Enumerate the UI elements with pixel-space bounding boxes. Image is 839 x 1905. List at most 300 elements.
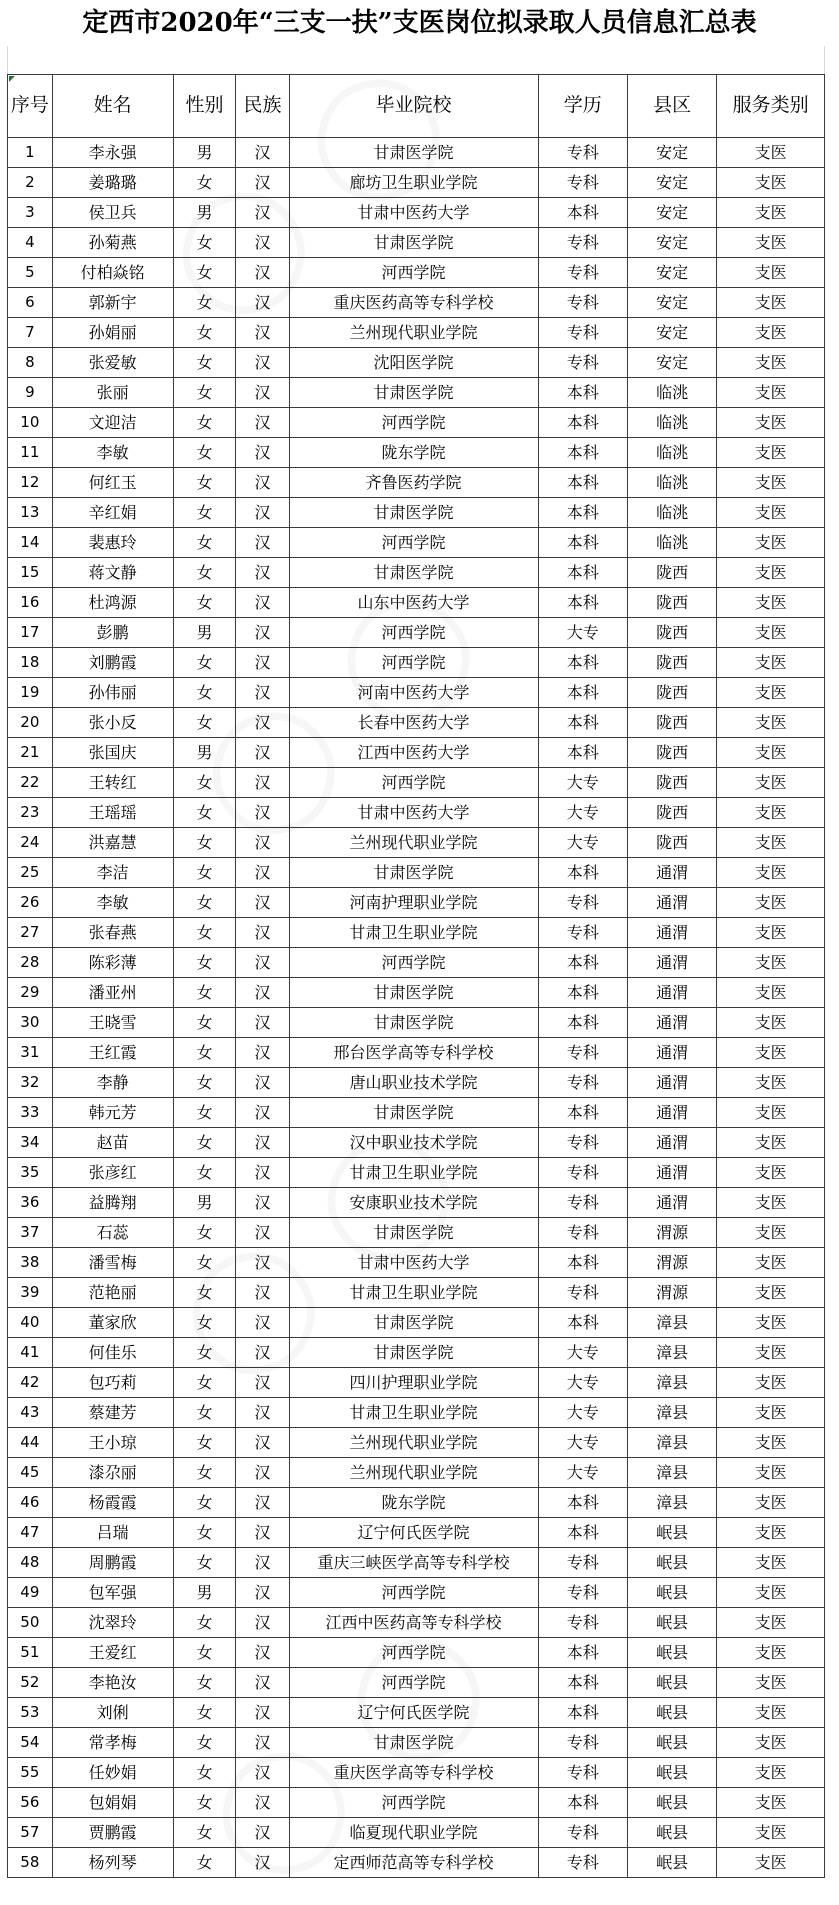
cell-ethnicity: 汉 <box>236 798 289 828</box>
cell-gender: 女 <box>173 1758 236 1788</box>
cell-gender: 女 <box>173 1008 236 1038</box>
cell-ethnicity: 汉 <box>236 1818 289 1848</box>
col-header-index: 序号 <box>8 75 53 138</box>
cell-education: 专科 <box>538 138 627 168</box>
table-row <box>8 1368 825 1398</box>
cell-name: 张小反 <box>52 708 173 738</box>
cell-education: 大专 <box>538 1458 627 1488</box>
cell-education: 大专 <box>538 798 627 828</box>
cell-service-type: 支医 <box>717 1698 825 1728</box>
cell-school: 河西学院 <box>289 1788 538 1818</box>
cell-index: 40 <box>8 1308 53 1338</box>
table-row <box>8 168 825 198</box>
cell-education: 本科 <box>538 708 627 738</box>
cell-ethnicity: 汉 <box>236 1038 289 1068</box>
cell-ethnicity: 汉 <box>236 1068 289 1098</box>
cell-education: 本科 <box>538 1788 627 1818</box>
cell-county: 陇西 <box>627 738 716 768</box>
cell-index: 34 <box>8 1128 53 1158</box>
cell-index: 16 <box>8 588 53 618</box>
col-header-county: 县区 <box>627 75 716 138</box>
table-row <box>8 258 825 288</box>
cell-name: 蒋文静 <box>52 558 173 588</box>
cell-ethnicity: 汉 <box>236 1758 289 1788</box>
cell-index: 50 <box>8 1608 53 1638</box>
table-row <box>8 408 825 438</box>
table-row <box>8 198 825 228</box>
cell-ethnicity: 汉 <box>236 528 289 558</box>
cell-name: 漆尕丽 <box>52 1458 173 1488</box>
table-row <box>8 228 825 258</box>
cell-education: 本科 <box>538 648 627 678</box>
table-header-row <box>8 75 825 138</box>
cell-service-type: 支医 <box>717 948 825 978</box>
cell-name: 刘鹏霞 <box>52 648 173 678</box>
cell-name: 张彦红 <box>52 1158 173 1188</box>
cell-ethnicity: 汉 <box>236 828 289 858</box>
cell-service-type: 支医 <box>717 1578 825 1608</box>
cell-school: 江西中医药大学 <box>289 738 538 768</box>
cell-gender: 女 <box>173 1128 236 1158</box>
cell-gender: 男 <box>173 738 236 768</box>
cell-school: 河西学院 <box>289 408 538 438</box>
cell-gender: 女 <box>173 1368 236 1398</box>
cell-school: 山东中医药大学 <box>289 588 538 618</box>
cell-index: 15 <box>8 558 53 588</box>
cell-service-type: 支医 <box>717 1728 825 1758</box>
cell-education: 专科 <box>538 288 627 318</box>
cell-school: 甘肃医学院 <box>289 1728 538 1758</box>
cell-school: 甘肃卫生职业学院 <box>289 1158 538 1188</box>
cell-ethnicity: 汉 <box>236 948 289 978</box>
cell-service-type: 支医 <box>717 1188 825 1218</box>
cell-index: 7 <box>8 318 53 348</box>
cell-name: 益腾翔 <box>52 1188 173 1218</box>
cell-ethnicity: 汉 <box>236 768 289 798</box>
cell-education: 本科 <box>538 1308 627 1338</box>
cell-education: 专科 <box>538 1608 627 1638</box>
cell-ethnicity: 汉 <box>236 1728 289 1758</box>
cell-school: 甘肃医学院 <box>289 1008 538 1038</box>
cell-county: 岷县 <box>627 1638 716 1668</box>
cell-service-type: 支医 <box>717 1608 825 1638</box>
cell-name: 刘俐 <box>52 1698 173 1728</box>
cell-service-type: 支医 <box>717 1758 825 1788</box>
cell-school: 河西学院 <box>289 648 538 678</box>
cell-index: 24 <box>8 828 53 858</box>
cell-school: 甘肃卫生职业学院 <box>289 1398 538 1428</box>
cell-education: 大专 <box>538 1368 627 1398</box>
col-header-gender: 性别 <box>173 75 236 138</box>
cell-index: 55 <box>8 1758 53 1788</box>
table-row <box>8 798 825 828</box>
cell-name: 张春燕 <box>52 918 173 948</box>
cell-service-type: 支医 <box>717 228 825 258</box>
cell-education: 本科 <box>538 1698 627 1728</box>
cell-service-type: 支医 <box>717 1488 825 1518</box>
cell-service-type: 支医 <box>717 978 825 1008</box>
cell-gender: 女 <box>173 1158 236 1188</box>
cell-county: 临洮 <box>627 408 716 438</box>
cell-school: 甘肃医学院 <box>289 1098 538 1128</box>
cell-school: 辽宁何氏医学院 <box>289 1518 538 1548</box>
cell-gender: 女 <box>173 1278 236 1308</box>
cell-name: 石蕊 <box>52 1218 173 1248</box>
cell-service-type: 支医 <box>717 378 825 408</box>
cell-ethnicity: 汉 <box>236 1698 289 1728</box>
cell-service-type: 支医 <box>717 1368 825 1398</box>
cell-service-type: 支医 <box>717 1308 825 1338</box>
cell-index: 28 <box>8 948 53 978</box>
cell-ethnicity: 汉 <box>236 738 289 768</box>
cell-index: 20 <box>8 708 53 738</box>
cell-school: 河西学院 <box>289 948 538 978</box>
cell-service-type: 支医 <box>717 1008 825 1038</box>
cell-index: 26 <box>8 888 53 918</box>
cell-gender: 女 <box>173 438 236 468</box>
cell-school: 陇东学院 <box>289 438 538 468</box>
cell-ethnicity: 汉 <box>236 1008 289 1038</box>
cell-county: 岷县 <box>627 1848 716 1878</box>
cell-county: 陇西 <box>627 798 716 828</box>
cell-education: 本科 <box>538 438 627 468</box>
cell-education: 本科 <box>538 678 627 708</box>
table-row <box>8 1398 825 1428</box>
cell-education: 本科 <box>538 978 627 1008</box>
cell-gender: 女 <box>173 1428 236 1458</box>
cell-name: 王晓雪 <box>52 1008 173 1038</box>
cell-name: 任妙娟 <box>52 1758 173 1788</box>
cell-school: 河西学院 <box>289 1638 538 1668</box>
cell-index: 46 <box>8 1488 53 1518</box>
cell-service-type: 支医 <box>717 828 825 858</box>
cell-county: 岷县 <box>627 1818 716 1848</box>
cell-school: 齐鲁医药学院 <box>289 468 538 498</box>
cell-school: 河南护理职业学院 <box>289 888 538 918</box>
cell-county: 安定 <box>627 318 716 348</box>
cell-service-type: 支医 <box>717 738 825 768</box>
cell-county: 漳县 <box>627 1368 716 1398</box>
cell-index: 8 <box>8 348 53 378</box>
cell-county: 临洮 <box>627 528 716 558</box>
cell-gender: 女 <box>173 528 236 558</box>
cell-county: 安定 <box>627 168 716 198</box>
cell-school: 甘肃医学院 <box>289 1338 538 1368</box>
cell-index: 49 <box>8 1578 53 1608</box>
cell-county: 岷县 <box>627 1548 716 1578</box>
cell-gender: 女 <box>173 168 236 198</box>
cell-service-type: 支医 <box>717 528 825 558</box>
cell-ethnicity: 汉 <box>236 1428 289 1458</box>
roster-table <box>7 74 825 1878</box>
table-row <box>8 708 825 738</box>
cell-education: 本科 <box>538 1248 627 1278</box>
cell-county: 通渭 <box>627 1038 716 1068</box>
cell-ethnicity: 汉 <box>236 498 289 528</box>
cell-index: 58 <box>8 1848 53 1878</box>
cell-county: 岷县 <box>627 1788 716 1818</box>
cell-ethnicity: 汉 <box>236 1098 289 1128</box>
cell-ethnicity: 汉 <box>236 1638 289 1668</box>
cell-school: 甘肃医学院 <box>289 1308 538 1338</box>
cell-ethnicity: 汉 <box>236 978 289 1008</box>
cell-education: 大专 <box>538 618 627 648</box>
cell-index: 30 <box>8 1008 53 1038</box>
cell-gender: 女 <box>173 888 236 918</box>
cell-school: 汉中职业技术学院 <box>289 1128 538 1158</box>
cell-county: 临洮 <box>627 438 716 468</box>
table-row <box>8 1158 825 1188</box>
cell-school: 甘肃中医药大学 <box>289 798 538 828</box>
cell-index: 51 <box>8 1638 53 1668</box>
table-row <box>8 528 825 558</box>
cell-county: 通渭 <box>627 978 716 1008</box>
cell-service-type: 支医 <box>717 168 825 198</box>
cell-service-type: 支医 <box>717 468 825 498</box>
cell-school: 甘肃医学院 <box>289 558 538 588</box>
cell-county: 陇西 <box>627 618 716 648</box>
cell-name: 张国庆 <box>52 738 173 768</box>
cell-school: 安康职业技术学院 <box>289 1188 538 1218</box>
cell-school: 四川护理职业学院 <box>289 1368 538 1398</box>
cell-gender: 男 <box>173 618 236 648</box>
cell-name: 包巧莉 <box>52 1368 173 1398</box>
cell-gender: 女 <box>173 1848 236 1878</box>
cell-school: 河西学院 <box>289 618 538 648</box>
cell-name: 李艳汝 <box>52 1668 173 1698</box>
cell-school: 兰州现代职业学院 <box>289 828 538 858</box>
cell-service-type: 支医 <box>717 918 825 948</box>
cell-gender: 女 <box>173 708 236 738</box>
table-row <box>8 1218 825 1248</box>
cell-service-type: 支医 <box>717 1638 825 1668</box>
cell-name: 王红霞 <box>52 1038 173 1068</box>
cell-education: 专科 <box>538 1038 627 1068</box>
cell-gender: 女 <box>173 318 236 348</box>
cell-name: 杨霞霞 <box>52 1488 173 1518</box>
cell-index: 6 <box>8 288 53 318</box>
cell-school: 甘肃医学院 <box>289 1218 538 1248</box>
cell-index: 57 <box>8 1818 53 1848</box>
cell-county: 陇西 <box>627 588 716 618</box>
cell-education: 专科 <box>538 918 627 948</box>
cell-county: 岷县 <box>627 1578 716 1608</box>
table-row <box>8 318 825 348</box>
cell-ethnicity: 汉 <box>236 378 289 408</box>
cell-service-type: 支医 <box>717 588 825 618</box>
cell-education: 专科 <box>538 1128 627 1158</box>
cell-education: 专科 <box>538 1728 627 1758</box>
cell-ethnicity: 汉 <box>236 1128 289 1158</box>
cell-county: 渭源 <box>627 1248 716 1278</box>
cell-county: 漳县 <box>627 1488 716 1518</box>
cell-county: 岷县 <box>627 1518 716 1548</box>
cell-gender: 女 <box>173 498 236 528</box>
cell-education: 专科 <box>538 888 627 918</box>
cell-school: 甘肃医学院 <box>289 138 538 168</box>
cell-education: 专科 <box>538 258 627 288</box>
cell-school: 河西学院 <box>289 528 538 558</box>
cell-school: 河西学院 <box>289 768 538 798</box>
cell-service-type: 支医 <box>717 1098 825 1128</box>
cell-name: 侯卫兵 <box>52 198 173 228</box>
table-row <box>8 1068 825 1098</box>
cell-service-type: 支医 <box>717 498 825 528</box>
cell-name: 李静 <box>52 1068 173 1098</box>
cell-index: 42 <box>8 1368 53 1398</box>
cell-school: 甘肃医学院 <box>289 378 538 408</box>
cell-index: 3 <box>8 198 53 228</box>
cell-county: 通渭 <box>627 1008 716 1038</box>
cell-education: 本科 <box>538 528 627 558</box>
cell-gender: 女 <box>173 1308 236 1338</box>
cell-school: 兰州现代职业学院 <box>289 1428 538 1458</box>
cell-gender: 女 <box>173 1458 236 1488</box>
cell-county: 渭源 <box>627 1278 716 1308</box>
table-row <box>8 768 825 798</box>
cell-name: 李永强 <box>52 138 173 168</box>
cell-service-type: 支医 <box>717 1668 825 1698</box>
cell-school: 河西学院 <box>289 1668 538 1698</box>
table-row <box>8 498 825 528</box>
cell-name: 何红玉 <box>52 468 173 498</box>
cell-name: 孙伟丽 <box>52 678 173 708</box>
cell-service-type: 支医 <box>717 138 825 168</box>
cell-gender: 女 <box>173 1518 236 1548</box>
cell-school: 甘肃卫生职业学院 <box>289 1278 538 1308</box>
cell-education: 专科 <box>538 1068 627 1098</box>
table-row <box>8 1758 825 1788</box>
cell-ethnicity: 汉 <box>236 138 289 168</box>
cell-county: 陇西 <box>627 558 716 588</box>
cell-county: 陇西 <box>627 678 716 708</box>
cell-education: 本科 <box>538 1488 627 1518</box>
cell-service-type: 支医 <box>717 1848 825 1878</box>
cell-name: 蔡建芳 <box>52 1398 173 1428</box>
table-row <box>8 888 825 918</box>
cell-county: 安定 <box>627 138 716 168</box>
cell-gender: 女 <box>173 348 236 378</box>
cell-service-type: 支医 <box>717 1788 825 1818</box>
cell-county: 渭源 <box>627 1218 716 1248</box>
cell-index: 53 <box>8 1698 53 1728</box>
cell-gender: 女 <box>173 768 236 798</box>
cell-education: 本科 <box>538 948 627 978</box>
cell-ethnicity: 汉 <box>236 348 289 378</box>
cell-ethnicity: 汉 <box>236 918 289 948</box>
cell-service-type: 支医 <box>717 1278 825 1308</box>
table-row <box>8 918 825 948</box>
cell-name: 裴惠玲 <box>52 528 173 558</box>
cell-education: 专科 <box>538 1818 627 1848</box>
cell-gender: 女 <box>173 978 236 1008</box>
cell-education: 本科 <box>538 378 627 408</box>
cell-school: 唐山职业技术学院 <box>289 1068 538 1098</box>
cell-index: 14 <box>8 528 53 558</box>
cell-education: 本科 <box>538 1518 627 1548</box>
table-row <box>8 1428 825 1458</box>
cell-education: 本科 <box>538 558 627 588</box>
cell-name: 李敏 <box>52 438 173 468</box>
cell-index: 17 <box>8 618 53 648</box>
cell-school: 重庆三峡医学高等专科学校 <box>289 1548 538 1578</box>
cell-name: 郭新宇 <box>52 288 173 318</box>
table-row <box>8 1098 825 1128</box>
cell-ethnicity: 汉 <box>236 288 289 318</box>
cell-service-type: 支医 <box>717 1068 825 1098</box>
cell-school: 河西学院 <box>289 258 538 288</box>
cell-ethnicity: 汉 <box>236 888 289 918</box>
cell-gender: 女 <box>173 1068 236 1098</box>
cell-education: 大专 <box>538 768 627 798</box>
cell-name: 文迎洁 <box>52 408 173 438</box>
cell-name: 孙菊燕 <box>52 228 173 258</box>
cell-education: 本科 <box>538 588 627 618</box>
cell-name: 包军强 <box>52 1578 173 1608</box>
cell-school: 重庆医药高等专科学校 <box>289 288 538 318</box>
table-row <box>8 1848 825 1878</box>
cell-index: 48 <box>8 1548 53 1578</box>
cell-service-type: 支医 <box>717 1248 825 1278</box>
cell-index: 1 <box>8 138 53 168</box>
cell-index: 54 <box>8 1728 53 1758</box>
cell-service-type: 支医 <box>717 858 825 888</box>
cell-education: 大专 <box>538 1338 627 1368</box>
cell-school: 兰州现代职业学院 <box>289 318 538 348</box>
cell-county: 安定 <box>627 198 716 228</box>
cell-service-type: 支医 <box>717 1158 825 1188</box>
col-header-ethnicity: 民族 <box>236 75 289 138</box>
cell-name: 王小琼 <box>52 1428 173 1458</box>
cell-education: 本科 <box>538 738 627 768</box>
cell-school: 邢台医学高等专科学校 <box>289 1038 538 1068</box>
table-row <box>8 1308 825 1338</box>
cell-service-type: 支医 <box>717 1128 825 1158</box>
cell-index: 37 <box>8 1218 53 1248</box>
cell-service-type: 支医 <box>717 1398 825 1428</box>
table-row <box>8 1788 825 1818</box>
table-row <box>8 1278 825 1308</box>
cell-education: 本科 <box>538 1098 627 1128</box>
cell-service-type: 支医 <box>717 1818 825 1848</box>
cell-gender: 女 <box>173 1488 236 1518</box>
cell-name: 周鹏霞 <box>52 1548 173 1578</box>
cell-selection-marker <box>9 76 15 82</box>
cell-education: 专科 <box>538 1848 627 1878</box>
cell-school: 河西学院 <box>289 1578 538 1608</box>
cell-education: 本科 <box>538 1008 627 1038</box>
cell-index: 13 <box>8 498 53 528</box>
cell-gender: 女 <box>173 378 236 408</box>
cell-ethnicity: 汉 <box>236 1458 289 1488</box>
cell-ethnicity: 汉 <box>236 318 289 348</box>
cell-education: 专科 <box>538 1158 627 1188</box>
cell-school: 甘肃医学院 <box>289 498 538 528</box>
cell-service-type: 支医 <box>717 768 825 798</box>
cell-education: 大专 <box>538 1398 627 1428</box>
cell-name: 彭鹏 <box>52 618 173 648</box>
table-row <box>8 138 825 168</box>
cell-education: 专科 <box>538 168 627 198</box>
cell-name: 董家欣 <box>52 1308 173 1338</box>
cell-education: 本科 <box>538 468 627 498</box>
col-header-education: 学历 <box>538 75 627 138</box>
cell-school: 定西师范高等专科学校 <box>289 1848 538 1878</box>
cell-gender: 女 <box>173 948 236 978</box>
cell-county: 岷县 <box>627 1698 716 1728</box>
cell-county: 陇西 <box>627 708 716 738</box>
cell-name: 吕瑞 <box>52 1518 173 1548</box>
